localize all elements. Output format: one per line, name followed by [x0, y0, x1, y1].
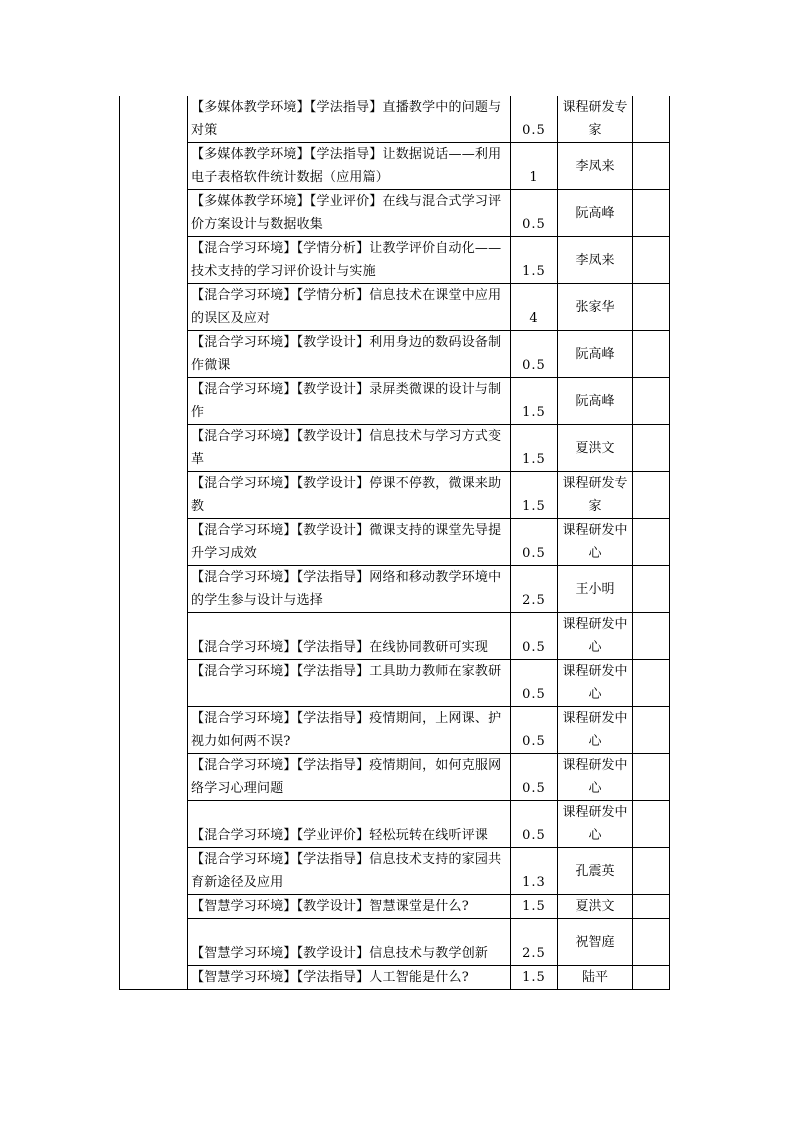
course-teacher-cell: [558, 919, 633, 966]
course-teacher: 课程研发中心: [562, 617, 628, 655]
course-teacher: 课程研发中心: [562, 805, 628, 843]
course-name: 【智慧学习环境】【教学设计】信息技术与教学创新: [191, 946, 489, 961]
course-teacher: 课程研发专家: [562, 476, 628, 514]
course-name: 【混合学习环境】【学情分析】信息技术在课堂中应用的误区及应对: [191, 288, 502, 326]
course-hours: 0.5: [522, 828, 546, 843]
course-teacher: 王小明: [575, 581, 615, 597]
table-row: [120, 472, 670, 519]
course-name-cell: [188, 801, 511, 848]
course-name-cell: [188, 613, 511, 660]
course-hours: 2.5: [522, 946, 546, 961]
course-teacher-cell: [558, 895, 633, 919]
course-teacher-cell: [558, 284, 633, 331]
table-row: [120, 425, 670, 472]
course-hours-cell: [511, 707, 558, 754]
course-hours-cell: [511, 966, 558, 990]
table-row: [120, 966, 670, 990]
remark-cell: [633, 331, 670, 378]
course-teacher: 课程研发专家: [562, 100, 628, 138]
course-name-cell: [188, 966, 511, 990]
table-row: [120, 613, 670, 660]
course-name-cell: [188, 378, 511, 425]
course-teacher: 祝智庭: [575, 934, 615, 950]
course-teacher: 课程研发中心: [562, 523, 628, 561]
remark-cell: [633, 190, 670, 237]
course-hours: 0.5: [522, 123, 546, 138]
course-hours-cell: [511, 284, 558, 331]
remark-cell: [633, 284, 670, 331]
course-hours-cell: [511, 801, 558, 848]
course-name-cell: [188, 707, 511, 754]
course-name: 【混合学习环境】【教学设计】利用身边的数码设备制作微课: [191, 335, 502, 373]
table-row: [120, 895, 670, 919]
course-teacher: 陆平: [581, 970, 608, 985]
course-teacher-cell: [558, 613, 633, 660]
course-name: 【混合学习环境】【教学设计】微课支持的课堂先导提升学习成效: [191, 523, 502, 561]
table-row: [120, 919, 670, 966]
course-hours: 0.5: [522, 358, 546, 373]
remark-cell: [633, 848, 670, 895]
course-teacher-cell: [558, 237, 633, 284]
course-hours: 1.5: [522, 405, 546, 420]
course-name: 【多媒体教学环境】【学法指导】直播教学中的问题与对策: [191, 100, 502, 138]
course-name-cell: [188, 754, 511, 801]
course-hours: 4: [529, 311, 539, 326]
course-hours: 0.5: [522, 734, 546, 749]
course-name: 【多媒体教学环境】【学法指导】让数据说话——利用电子表格软件统计数据（应用篇）: [191, 147, 502, 185]
course-name: 【混合学习环境】【学情分析】让教学评价自动化——技术支持的学习评价设计与实施: [191, 241, 502, 279]
course-name-cell: [188, 237, 511, 284]
table-row: [120, 190, 670, 237]
table-row: [120, 707, 670, 754]
table-row: [120, 801, 670, 848]
course-hours-cell: [511, 425, 558, 472]
course-hours: 1.5: [522, 499, 546, 514]
course-name-cell: [188, 96, 511, 143]
course-hours-cell: [511, 895, 558, 919]
course-teacher: 课程研发中心: [562, 711, 628, 749]
course-name: 【混合学习环境】【教学设计】信息技术与学习方式变革: [191, 429, 502, 467]
course-name-cell: [188, 660, 511, 707]
course-teacher: 阮高峰: [575, 205, 615, 221]
remark-cell: [633, 801, 670, 848]
course-hours-cell: [511, 190, 558, 237]
table-row: [120, 284, 670, 331]
course-hours-cell: [511, 919, 558, 966]
course-hours: 0.5: [522, 640, 546, 655]
course-hours: 1.5: [522, 264, 546, 279]
table-row: [120, 566, 670, 613]
course-teacher-cell: [558, 660, 633, 707]
course-hours: 1.5: [522, 452, 546, 467]
course-hours: 1: [529, 170, 539, 185]
table-row: [120, 754, 670, 801]
course-teacher: 李凤来: [575, 158, 615, 174]
remark-cell: [633, 754, 670, 801]
table-row: [120, 237, 670, 284]
course-teacher-cell: [558, 190, 633, 237]
remark-cell: [633, 566, 670, 613]
course-name: 【混合学习环境】【教学设计】停课不停教，微课来助教: [191, 476, 502, 514]
course-hours-cell: [511, 96, 558, 143]
remark-cell: [633, 472, 670, 519]
course-hours-cell: [511, 378, 558, 425]
course-teacher: 李凤来: [575, 252, 615, 268]
course-teacher-cell: [558, 566, 633, 613]
course-hours-cell: [511, 848, 558, 895]
course-teacher-cell: [558, 143, 633, 190]
course-teacher-cell: [558, 848, 633, 895]
course-name-cell: [188, 331, 511, 378]
course-teacher-cell: [558, 707, 633, 754]
course-teacher-cell: [558, 425, 633, 472]
course-name: 【混合学习环境】【学法指导】在线协同教研可实现: [191, 640, 489, 655]
course-teacher-cell: [558, 801, 633, 848]
remark-cell: [633, 707, 670, 754]
course-hours-cell: [511, 237, 558, 284]
course-teacher: 课程研发中心: [562, 758, 628, 796]
course-name-cell: [188, 425, 511, 472]
course-name: 【混合学习环境】【学法指导】疫情期间，如何克服网络学习心理问题: [191, 758, 502, 796]
course-name-cell: [188, 284, 511, 331]
course-teacher-cell: [558, 472, 633, 519]
remark-cell: [633, 613, 670, 660]
course-name: 【智慧学习环境】【教学设计】智慧课堂是什么?: [191, 899, 469, 914]
course-teacher-cell: [558, 519, 633, 566]
remark-cell: [633, 96, 670, 143]
course-name-cell: [188, 143, 511, 190]
course-name: 【智慧学习环境】【学法指导】人工智能是什么?: [191, 970, 469, 985]
course-name-cell: [188, 519, 511, 566]
table-row: [120, 378, 670, 425]
course-teacher: 阮高峰: [575, 393, 615, 409]
course-hours: 2.5: [522, 593, 546, 608]
remark-cell: [633, 425, 670, 472]
table-row: [120, 660, 670, 707]
course-name: 【多媒体教学环境】【学业评价】在线与混合式学习评价方案设计与数据收集: [191, 194, 502, 232]
course-name-cell: [188, 919, 511, 966]
course-hours: 0.5: [522, 687, 546, 702]
remark-cell: [633, 519, 670, 566]
table-row: [120, 96, 670, 143]
course-hours: 0.5: [522, 781, 546, 796]
course-teacher-cell: [558, 754, 633, 801]
course-name-cell: [188, 566, 511, 613]
course-hours: 0.5: [522, 217, 546, 232]
course-hours: 1.3: [522, 875, 546, 890]
remark-cell: [633, 895, 670, 919]
table-row: [120, 848, 670, 895]
course-teacher-cell: [558, 96, 633, 143]
course-teacher: 阮高峰: [575, 346, 615, 362]
course-hours-cell: [511, 519, 558, 566]
course-name-cell: [188, 848, 511, 895]
course-name: 【混合学习环境】【学法指导】疫情期间，上网课、护视力如何两不误?: [191, 711, 502, 749]
course-name-cell: [188, 895, 511, 919]
course-name-cell: [188, 190, 511, 237]
category-cell: [120, 96, 188, 990]
course-name-cell: [188, 472, 511, 519]
course-name: 【混合学习环境】【教学设计】录屏类微课的设计与制作: [191, 382, 502, 420]
course-name: 【混合学习环境】【学法指导】工具助力教师在家教研: [191, 664, 502, 679]
course-teacher: 孔震英: [575, 863, 615, 879]
remark-cell: [633, 660, 670, 707]
course-name: 【混合学习环境】【学法指导】信息技术支持的家园共育新途径及应用: [191, 852, 502, 890]
course-hours-cell: [511, 660, 558, 707]
table-row: [120, 519, 670, 566]
course-teacher-cell: [558, 966, 633, 990]
course-hours-cell: [511, 331, 558, 378]
table-row: [120, 331, 670, 378]
course-teacher: 张家华: [575, 299, 615, 315]
remark-cell: [633, 237, 670, 284]
course-hours-cell: [511, 472, 558, 519]
course-hours: 0.5: [522, 546, 546, 561]
course-table: [119, 96, 670, 990]
course-hours: 1.5: [522, 899, 546, 914]
course-name: 【混合学习环境】【学业评价】轻松玩转在线听评课: [191, 828, 489, 843]
course-hours-cell: [511, 613, 558, 660]
course-hours-cell: [511, 566, 558, 613]
remark-cell: [633, 919, 670, 966]
course-teacher: 课程研发中心: [562, 664, 628, 702]
course-teacher: 夏洪文: [575, 440, 615, 456]
course-teacher-cell: [558, 378, 633, 425]
course-teacher: 夏洪文: [575, 899, 615, 914]
course-name: 【混合学习环境】【学法指导】网络和移动教学环境中的学生参与设计与选择: [191, 570, 502, 608]
remark-cell: [633, 966, 670, 990]
course-hours: 1.5: [522, 970, 546, 985]
course-hours-cell: [511, 754, 558, 801]
course-hours-cell: [511, 143, 558, 190]
table-row: [120, 143, 670, 190]
remark-cell: [633, 378, 670, 425]
remark-cell: [633, 143, 670, 190]
course-teacher-cell: [558, 331, 633, 378]
